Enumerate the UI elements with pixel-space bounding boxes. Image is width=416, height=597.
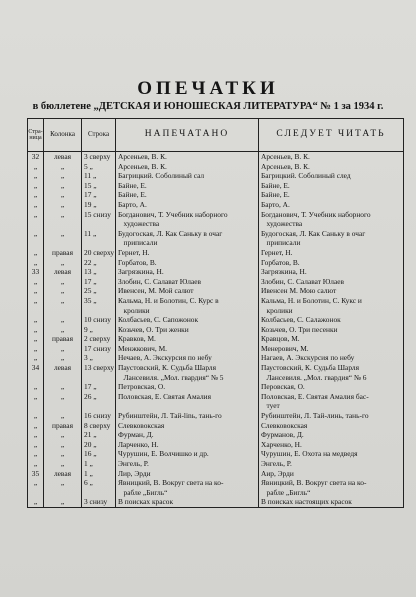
row-correct: Будогоская, Л. Как Саньку в очаг приписали [259, 229, 404, 248]
row-column: „ [44, 353, 82, 363]
row-printed: Менжкович, М. [116, 344, 259, 354]
row-printed: Фурман, Д. [116, 430, 259, 440]
row-printed: Загрязкина, Н. [116, 267, 259, 277]
row-column: „ [44, 411, 82, 421]
row-line: 16 „ [82, 449, 116, 459]
row-printed: Чурушин, Е. Волчишко и др. [116, 449, 259, 459]
row-page: „ [28, 296, 44, 315]
row-printed: Будогоская, Л. Как Саньку в очаг приписали [116, 229, 259, 248]
header-should-read: СЛЕДУЕТ ЧИТАТЬ [259, 119, 404, 152]
table-row [28, 334, 404, 344]
row-page: 35 [28, 469, 44, 479]
header-line: Строка [82, 119, 116, 152]
row-printed: Кальма, Н. и Болотин, С. Курс в кролики [116, 296, 259, 315]
table-row [28, 363, 404, 382]
row-column: „ [44, 200, 82, 210]
row-line: 1 „ [82, 469, 116, 479]
row-correct: Злобин, С. Салават Юлаев [259, 277, 404, 287]
row-column: „ [44, 440, 82, 450]
row-printed: Явницкий, В. Вокруг света на ко- рабле „Бигль“ [116, 478, 259, 497]
row-line: 35 „ [82, 296, 116, 315]
row-printed: Ивенсен, М. Мой салют [116, 286, 259, 296]
table-row [28, 171, 404, 181]
row-printed: Слевковокская [116, 421, 259, 431]
row-correct: Байне, Е. [259, 181, 404, 191]
row-correct: В поисках настоящих красок [259, 497, 404, 507]
row-correct: Половская, Е. Святая Амалия бас- тует [259, 392, 404, 411]
table-row [28, 440, 404, 450]
row-correct: Паустовский, К. Судьба Шарля Лансевиля. „Мол. гвардия“ № 6 [259, 363, 404, 382]
row-column: левая [44, 469, 82, 479]
table-row [28, 430, 404, 440]
row-correct: Гернет, Н. [259, 248, 404, 258]
row-line: 15 „ [82, 181, 116, 191]
table-row [28, 392, 404, 411]
row-line: 20 „ [82, 440, 116, 450]
row-printed: Половская, Е. Святая Амалия [116, 392, 259, 411]
row-page: „ [28, 210, 44, 229]
row-printed: Арсеньев, В. К. [116, 162, 259, 172]
row-page: 32 [28, 152, 44, 162]
row-page: „ [28, 190, 44, 200]
row-page: „ [28, 315, 44, 325]
row-printed: Багрицкий. Соболиный сал [116, 171, 259, 181]
table-row [28, 286, 404, 296]
table-row [28, 497, 404, 507]
row-line: 3 сверху [82, 152, 116, 162]
row-printed: Горбатов, В. [116, 258, 259, 268]
row-page: „ [28, 497, 44, 507]
row-printed: Кравков, М. [116, 334, 259, 344]
row-printed: Лир, Эрди [116, 469, 259, 479]
row-column: „ [44, 258, 82, 268]
row-page: „ [28, 411, 44, 421]
document-subtitle: в бюллетене „ДЕТСКАЯ И ЮНОШЕСКАЯ ЛИТЕРАТУРА“ № 1 за 1934 г. [32, 101, 384, 112]
row-column: „ [44, 430, 82, 440]
row-page: „ [28, 353, 44, 363]
table-row [28, 344, 404, 354]
row-correct: Богданович, Т. Учебник наборного художества [259, 210, 404, 229]
row-line: 17 „ [82, 277, 116, 287]
row-page: „ [28, 181, 44, 191]
table-row [28, 248, 404, 258]
table-row [28, 181, 404, 191]
row-line: 21 „ [82, 430, 116, 440]
row-line: 11 „ [82, 171, 116, 181]
row-line: 20 сверху [82, 248, 116, 258]
row-line: 1 „ [82, 459, 116, 469]
row-page: „ [28, 344, 44, 354]
row-page: „ [28, 171, 44, 181]
row-page: „ [28, 200, 44, 210]
row-page: „ [28, 430, 44, 440]
row-page: „ [28, 478, 44, 497]
row-printed: Петровская, О. [116, 382, 259, 392]
row-line: 10 снизу [82, 315, 116, 325]
table-row [28, 267, 404, 277]
row-column: правая [44, 421, 82, 431]
row-printed: Паустовский, К. Судьба Шарля Лансевиля. „Мол. гвардия“ № 5 [116, 363, 259, 382]
row-line: 15 снизу [82, 210, 116, 229]
row-page: 33 [28, 267, 44, 277]
row-correct: Арсеньев, В. К. [259, 162, 404, 172]
row-line: 17 „ [82, 382, 116, 392]
table-row [28, 353, 404, 363]
row-correct: Загрязкина, Н. [259, 267, 404, 277]
row-line: 3 „ [82, 353, 116, 363]
row-page: „ [28, 440, 44, 450]
table-row [28, 478, 404, 497]
row-page: „ [28, 258, 44, 268]
table-row [28, 190, 404, 200]
row-page: „ [28, 449, 44, 459]
row-line: 3 снизу [82, 497, 116, 507]
row-column: „ [44, 162, 82, 172]
row-line: 17 снизу [82, 344, 116, 354]
row-line: 6 „ [82, 478, 116, 497]
row-page: „ [28, 334, 44, 344]
row-column: левая [44, 152, 82, 162]
errata-table [27, 118, 404, 508]
row-correct: Колбасьев, С. Салажонок [259, 315, 404, 325]
row-printed: Байне, Е. [116, 181, 259, 191]
row-printed: В поисках красок [116, 497, 259, 507]
row-column: „ [44, 210, 82, 229]
row-correct: Явницкий, В. Вокруг света на ко- рабле „Бигль“ [259, 478, 404, 497]
row-column: правая [44, 248, 82, 258]
table-row [28, 277, 404, 287]
row-printed: Энгель, Р. [116, 459, 259, 469]
row-correct: Аир, Эрди [259, 469, 404, 479]
row-printed: Злобин, С. Салават Юлаев [116, 277, 259, 287]
row-column: „ [44, 459, 82, 469]
header-printed: НАПЕЧАТАНО [116, 119, 259, 152]
row-column: „ [44, 286, 82, 296]
row-column: „ [44, 171, 82, 181]
row-correct: Рубинштейн, Л. Тай-линь, тань-го [259, 411, 404, 421]
row-page: 34 [28, 363, 44, 382]
row-correct: Энгель, Р. [259, 459, 404, 469]
table-row [28, 325, 404, 335]
row-page: „ [28, 382, 44, 392]
row-line: 25 „ [82, 286, 116, 296]
row-column: „ [44, 392, 82, 411]
row-line: 19 „ [82, 200, 116, 210]
row-page: „ [28, 277, 44, 287]
row-column: „ [44, 190, 82, 200]
row-correct: Чурушин, Е. Охота на медведя [259, 449, 404, 459]
row-column: „ [44, 449, 82, 459]
row-correct: Кальма, Н. и Болотин, С. Кукс и кролики [259, 296, 404, 315]
table-row [28, 421, 404, 431]
table-row [28, 200, 404, 210]
row-column: правая [44, 334, 82, 344]
table-row [28, 411, 404, 421]
table-row [28, 315, 404, 325]
table-body [28, 152, 404, 508]
row-column: „ [44, 325, 82, 335]
row-column: „ [44, 344, 82, 354]
row-correct: Байне, Е. [259, 190, 404, 200]
row-line: 2 сверху [82, 334, 116, 344]
table-row [28, 162, 404, 172]
row-line: 16 снизу [82, 411, 116, 421]
row-column: „ [44, 296, 82, 315]
row-column: „ [44, 497, 82, 507]
row-correct: Менерович, М. [259, 344, 404, 354]
row-correct: Фурманов, Д. [259, 430, 404, 440]
row-printed: Гернет, Н. [116, 248, 259, 258]
row-column: левая [44, 267, 82, 277]
row-correct: Нагаев, А. Экскурсия по небу [259, 353, 404, 363]
header-column: Колонка [44, 119, 82, 152]
row-printed: Колбасьев, С. Сапожонок [116, 315, 259, 325]
row-printed: Барто, А. [116, 200, 259, 210]
row-line: 22 „ [82, 258, 116, 268]
row-page: „ [28, 229, 44, 248]
header-page: Стра- ница [28, 119, 44, 152]
row-correct: Ивенсен М. Мою салют [259, 286, 404, 296]
row-column: „ [44, 478, 82, 497]
row-line: 9 „ [82, 325, 116, 335]
row-correct: Харченко, Н. [259, 440, 404, 450]
row-column: „ [44, 277, 82, 287]
row-line: 13 „ [82, 267, 116, 277]
row-line: 8 сверху [82, 421, 116, 431]
row-column: „ [44, 315, 82, 325]
row-page: „ [28, 459, 44, 469]
table-row [28, 229, 404, 248]
table-row [28, 469, 404, 479]
row-correct: Арсеньев, В. К. [259, 152, 404, 162]
row-correct: Горбатов, В. [259, 258, 404, 268]
table-row [28, 459, 404, 469]
row-correct: Кравцов, М. [259, 334, 404, 344]
document-title: ОПЕЧАТКИ [137, 78, 279, 99]
row-column: „ [44, 382, 82, 392]
row-correct: Слевковокская [259, 421, 404, 431]
row-correct: Перовская, О. [259, 382, 404, 392]
row-printed: Рубинштейн, Л. Тай-linь, тань-го [116, 411, 259, 421]
table-header-row [28, 119, 404, 152]
row-column: левая [44, 363, 82, 382]
row-page: „ [28, 248, 44, 258]
table-row [28, 296, 404, 315]
row-line: 13 сверху [82, 363, 116, 382]
table-row [28, 449, 404, 459]
row-line: 17 „ [82, 190, 116, 200]
row-page: „ [28, 162, 44, 172]
row-correct: Барто, А. [259, 200, 404, 210]
row-printed: Арсеньев, В. К. [116, 152, 259, 162]
row-printed: Нечаев, А. Экскурсия по небу [116, 353, 259, 363]
row-page: „ [28, 286, 44, 296]
row-printed: Богданович, Т. Учебник наборного художества [116, 210, 259, 229]
row-correct: Багрицкий. Соболиный след [259, 171, 404, 181]
table-row [28, 210, 404, 229]
row-printed: Ларченко, Н. [116, 440, 259, 450]
table-row [28, 382, 404, 392]
row-page: „ [28, 421, 44, 431]
table-row [28, 258, 404, 268]
row-line: 26 „ [82, 392, 116, 411]
row-printed: Байне, Е. [116, 190, 259, 200]
row-correct: Козьчев, О. Три песенки [259, 325, 404, 335]
table-row [28, 152, 404, 162]
row-printed: Козьчев, О. Три женки [116, 325, 259, 335]
row-column: „ [44, 181, 82, 191]
row-page: „ [28, 325, 44, 335]
row-line: 5 „ [82, 162, 116, 172]
row-page: „ [28, 392, 44, 411]
row-column: „ [44, 229, 82, 248]
row-line: 11 „ [82, 229, 116, 248]
